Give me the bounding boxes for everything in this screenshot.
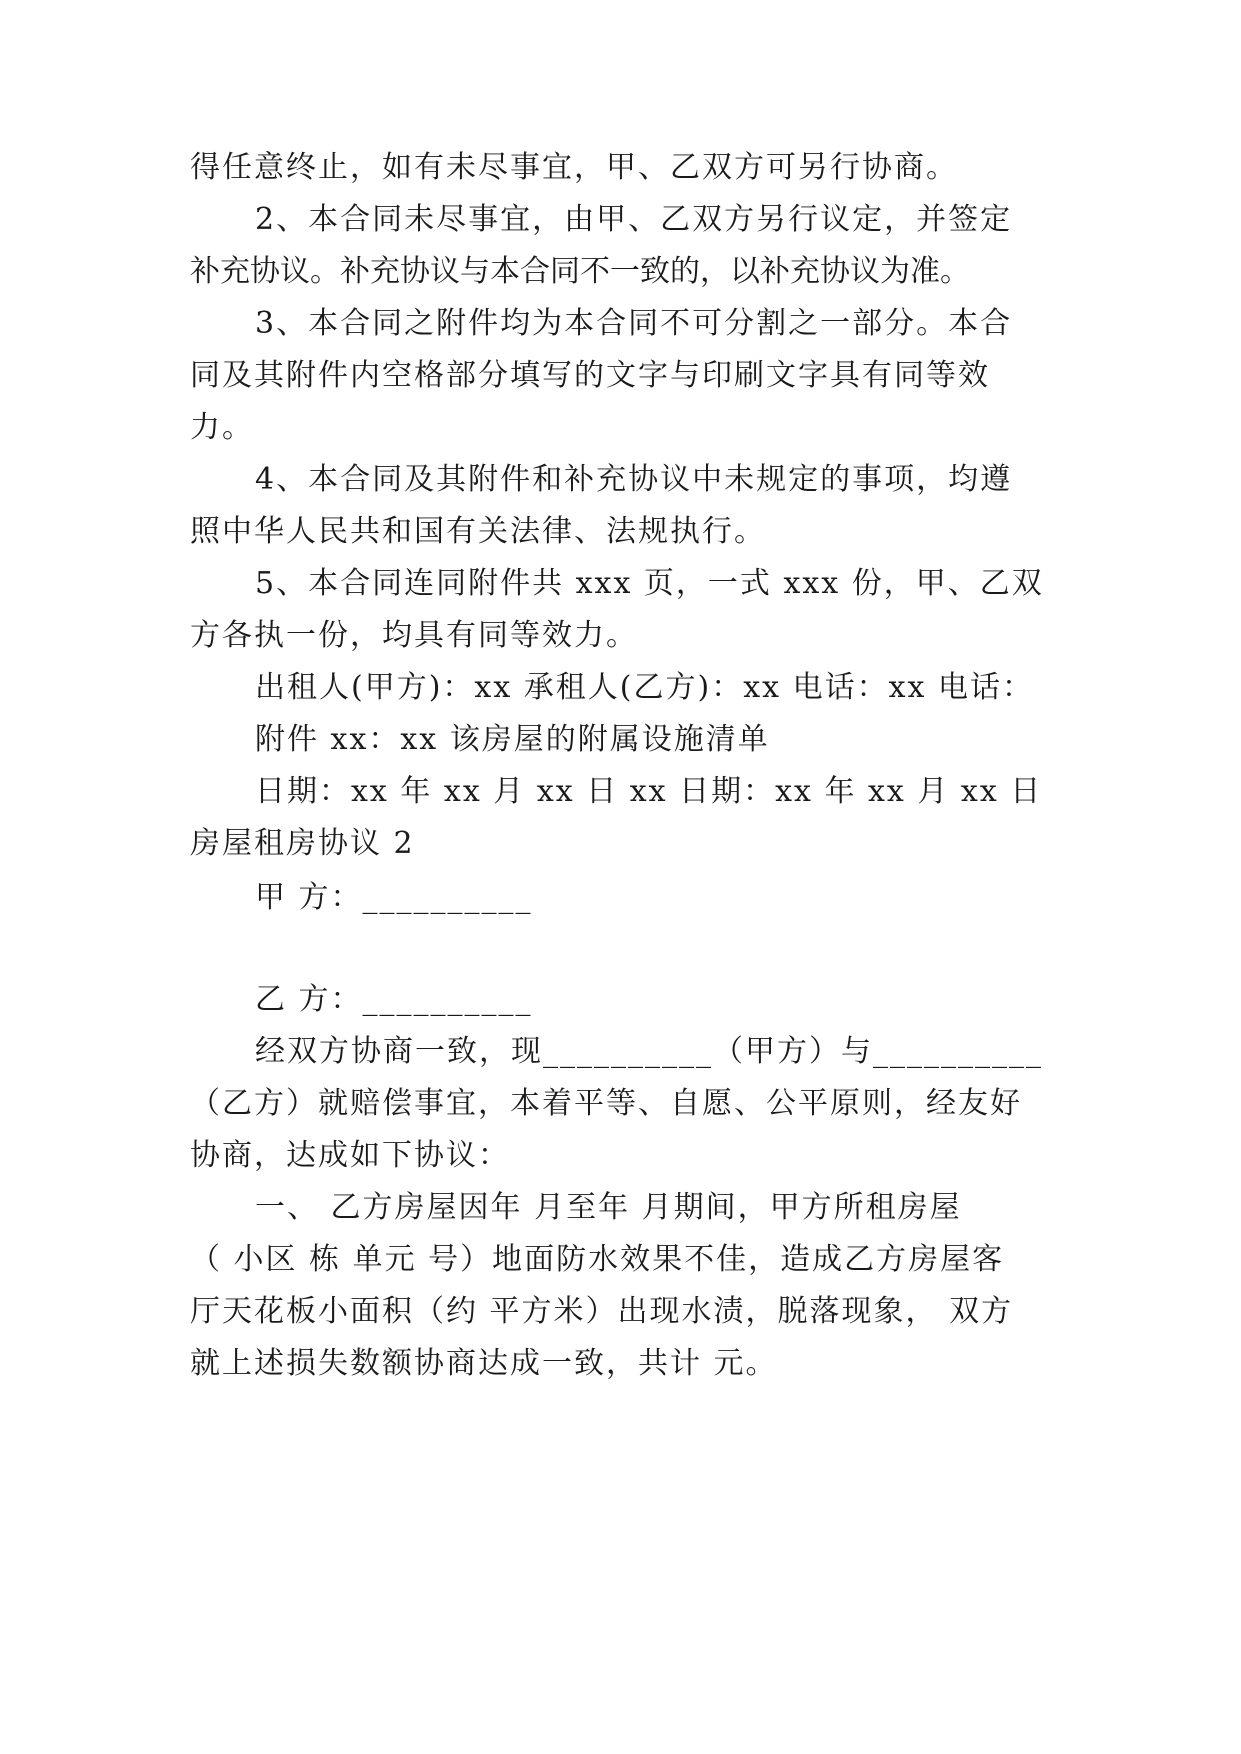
date-line: 日期：xx 年 xx 月 xx 日 xx 日期：xx 年 xx 月 xx 日 <box>255 774 1043 809</box>
signature-line: 出租人(甲方)：xx 承租人(乙方)：xx 电话：xx 电话： <box>255 670 1034 705</box>
paragraph-line: （乙方）就赔偿事宜，本着平等、自愿、公平原则，经友好 <box>190 1086 1022 1121</box>
paragraph-line: 3、本合同之附件均为本合同不可分割之一部分。本合 <box>255 306 1013 341</box>
paragraph-line: 得任意终止，如有未尽事宜，甲、乙双方可另行协商。 <box>190 150 958 185</box>
paragraph-line: （ 小区 栋 单元 号）地面防水效果不佳，造成乙方房屋客 <box>190 1242 1005 1277</box>
paragraph-line: 方各执一份，均具有同等效力。 <box>190 618 638 653</box>
paragraph-line: 一、 乙方房屋因年 月至年 月期间，甲方所租房屋 <box>255 1190 962 1225</box>
paragraph-line: 同及其附件内空格部分填写的文字与印刷文字具有同等效 <box>190 358 990 393</box>
paragraph-line: 5、本合同连同附件共 xxx 页，一式 xxx 份，甲、乙双 <box>255 566 1044 601</box>
paragraph-line: 补充协议。补充协议与本合同不一致的，以补充协议为准。 <box>190 254 970 289</box>
paragraph-line: 经双方协商一致，现__________（甲方）与__________ <box>255 1034 1043 1069</box>
paragraph-line: 就上述损失数额协商达成一致，共计 元。 <box>190 1346 778 1381</box>
paragraph-line: 力。 <box>190 410 254 445</box>
party-b-line: 乙 方：__________ <box>255 982 533 1017</box>
paragraph-line: 照中华人民共和国有关法律、法规执行。 <box>190 514 766 549</box>
paragraph-line: 厅天花板小面积（约 平方米）出现水渍，脱落现象， 双方 <box>190 1294 1014 1329</box>
party-a-line: 甲 方：__________ <box>255 880 533 915</box>
paragraph-line: 协商，达成如下协议： <box>190 1138 510 1173</box>
section-title: 房屋租房协议 2 <box>190 826 415 861</box>
paragraph-line: 4、本合同及其附件和补充协议中未规定的事项，均遵 <box>255 462 1013 497</box>
attachment-line: 附件 xx：xx 该房屋的附属设施清单 <box>255 722 770 757</box>
paragraph-line: 2、本合同未尽事宜，由甲、乙双方另行议定，并签定 <box>255 202 1013 237</box>
